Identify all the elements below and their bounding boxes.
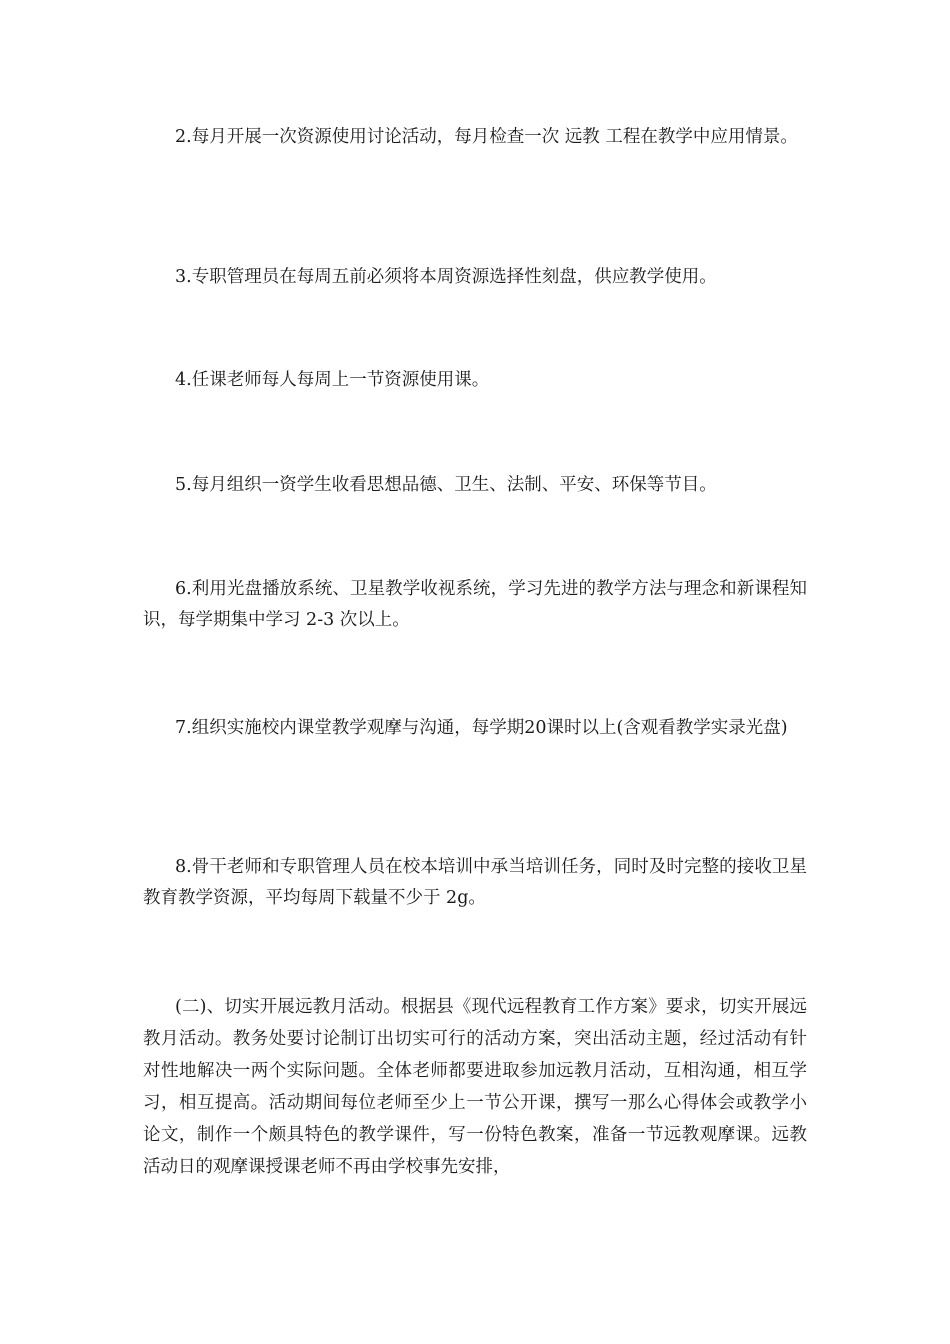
paragraph-item-8: 8.骨干老师和专职管理人员在校本培训中承当培训任务，同时及时完整的接收卫星教育教学资源，平均每周下载量不少于 2g。 xyxy=(143,857,807,908)
paragraph-item-3: 3.专职管理员在每周五前必须将本周资源选择性刻盘，供应教学使用。 xyxy=(175,267,717,287)
paragraph-item-4: 4.任课老师每人每周上一节资源使用课。 xyxy=(175,370,490,390)
paragraph-item-7: 7.组织实施校内课堂教学观摩与沟通，每学期20课时以上(含观看教学实录光盘) xyxy=(175,718,788,738)
paragraph-item-5: 5.每月组织一资学生收看思想品德、卫生、法制、平安、环保等节目。 xyxy=(175,475,717,495)
paragraph-item-6: 6.利用光盘播放系统、卫星教学收视系统，学习先进的教学方法与理念和新课程知识，每学期集中学习 2-3 次以上。 xyxy=(143,579,807,630)
section-paragraph-remote-education-month: (二)、切实开展远教月活动。根据县《现代远程教育工作方案》要求，切实开展远教月活动。教务处要讨论制订出切实可行的活动方案，突出活动主题，经过活动有针对性地解决一两个实际问题。全体老师都要进取参加远教月活动，互相沟通，相互学习，相互提高。活动期间每位老师至少上一节公开课，撰写一那么心得体会或教学小论文，制作一个颇具特色的教学课件，写一份特色教案，准备一节远教观摩课。远教活动日的观摩课授课老师不再由学校事先安排， xyxy=(143,997,807,1177)
paragraph-item-2: 2.每月开展一次资源使用讨论活动，每月检查一次 远教 工程在教学中应用情景。 xyxy=(175,127,798,147)
